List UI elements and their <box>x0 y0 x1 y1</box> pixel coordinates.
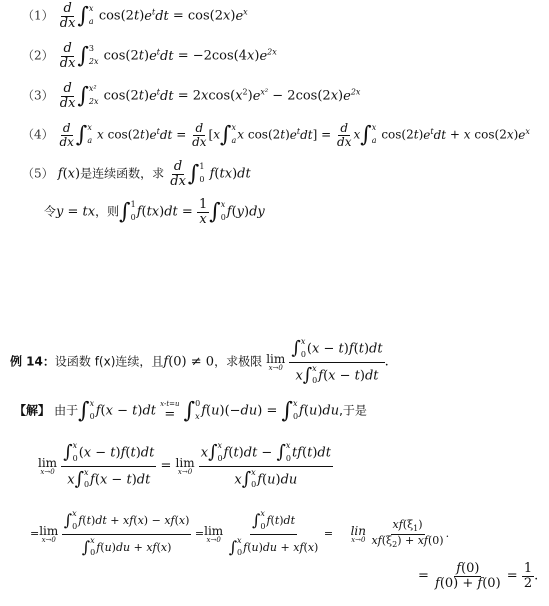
formula-1: （1） $\frac{d}{dx}$ ∫ x a $\cos(2t)e^tdt = \cos(2x)e^x$ <box>22 1 248 31</box>
solution-result: = $\frac{f(0)}{f(0) + f(0)}$ = $\frac{1}{2}$ . <box>418 561 539 591</box>
solution-step-1: lim x→0 ∫ x 0 (x − t)f(t)dt x∫ x 0 f(x − t)dt = lim x→0 x∫ x 0 f(t)dt − ∫ x 0 tf(t)dt x∫ x 0 f(u)du <box>38 441 331 490</box>
solution-label: 【解】 <box>14 403 51 418</box>
solution-step-2: = lim x→0 ∫ x 0 f(t)dt + xf(x) − xf(x) ∫ x 0 f(u)du + xf(x) = lim x→0 ∫ x 0 f(t)dt ∫ x 0 f(u)du + xf(x) = lin x→0 $\frac{xf(\xi_1)}{xf(\xi_2) + xf(0)}$ . <box>30 509 450 558</box>
item5-text: 是连续函数，求 <box>80 166 165 181</box>
item-label: （1） <box>22 8 54 23</box>
item-label: （3） <box>22 88 54 103</box>
formula-5-substitution: 令y = tx，则∫ 1 0 f(tx)dt = $\frac{1}{x}$ ∫ x 0 f(y)dy <box>44 197 265 227</box>
solution-intro: 【解】 由于∫ x 0 f(x − t)dt x-t=u = ∫ 0 x f(u)(−du) = ∫ x 0 f(u)du,于是 <box>14 398 367 424</box>
example-label: 例 14： <box>10 354 55 369</box>
example-14: 例 14：设函数 f(x)连续，且f(0) ≠ 0，求极限 lim x→0 ∫ x 0 (x − t)f(t)dt x∫ x 0 f(x − t)dt . <box>10 337 389 386</box>
integral-sign: ∫ <box>77 3 89 29</box>
formula-3: （3） $\frac{d}{dx}$ ∫ x² 2x $\cos(2t)e^tdt = 2xcos(x^2)e^{x^2} - 2\cos(2x)e^{2x}$ <box>22 81 361 111</box>
formula-4: （4） $\frac{d}{dx}$ ∫ x a x $\cos(2t)e^tdt$ = $\frac{d}{dx}$ [x∫ x a x $\cos(2t)e^tdt$] = $\frac{d}{dx}$ x∫ x a $\cos(2t)e^tdt + x$ $\cos(2x)e^x$ <box>22 121 530 149</box>
derivative-operator: $\frac{d}{dx}$ <box>59 1 76 31</box>
formula-2: （2） $\frac{d}{dx}$ ∫ 3 2x $\cos(2t)e^tdt = -2\cos(4x)e^{2x}$ <box>22 41 277 71</box>
formula-5: （5） f(x)是连续函数，求 $\frac{d}{dx}$ ∫ 1 0 f(tx)dt <box>22 159 251 189</box>
item-label: （4） <box>22 127 54 142</box>
item-label: （2） <box>22 48 54 63</box>
item-label: （5） <box>22 166 54 181</box>
